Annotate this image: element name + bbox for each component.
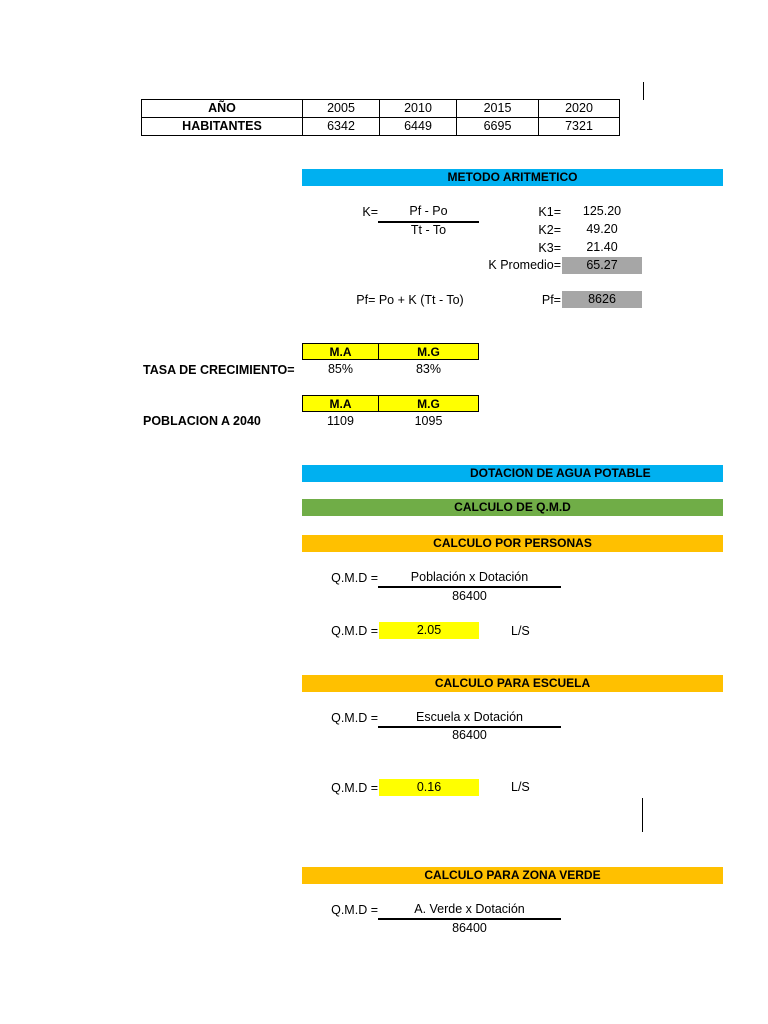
tasa-mg-header: M.G — [378, 343, 479, 360]
poblacion-ma-value: 1109 — [327, 414, 354, 428]
dotacion-header — [302, 465, 723, 482]
calculo-escuela-header: CALCULO PARA ESCUELA — [302, 675, 723, 692]
calculo-qmd-header: CALCULO DE Q.M.D — [302, 499, 723, 516]
table-cell: 6342 — [303, 118, 380, 136]
k2-value: 49.20 — [586, 222, 618, 236]
k1-label: K1= — [538, 205, 561, 219]
year-header: AÑO — [142, 100, 303, 118]
tasa-mg-value: 83% — [415, 362, 442, 376]
k-denominator: Tt - To — [410, 223, 447, 237]
metodo-aritmetico-header: METODO ARITMETICO — [302, 169, 723, 186]
personas-qmd-value: 2.05 — [379, 622, 479, 639]
table-row — [142, 118, 620, 136]
table-row — [142, 100, 620, 118]
calculo-zona-verde-header: CALCULO PARA ZONA VERDE — [302, 867, 723, 884]
population-table — [141, 99, 620, 136]
k3-label: K3= — [538, 241, 561, 255]
fraction-line — [378, 918, 561, 920]
escuela-numerator: Escuela x Dotación — [415, 710, 523, 724]
poblacion-mg-value: 1095 — [414, 414, 443, 428]
table-cell: 7321 — [539, 118, 620, 136]
table-cell: 2020 — [539, 100, 620, 118]
tasa-label: TASA DE CRECIMIENTO= — [143, 363, 295, 377]
k-label: K= — [362, 205, 378, 219]
poblacion-label: POBLACION A 2040 — [143, 414, 261, 428]
dotacion-title: DOTACION DE AGUA POTABLE — [470, 466, 651, 480]
escuela-denominator: 86400 — [452, 728, 487, 742]
k-numerator: Pf - Po — [409, 204, 448, 218]
table-cell: 2005 — [303, 100, 380, 118]
tasa-ma-value: 85% — [327, 362, 354, 376]
k1-value: 125.20 — [582, 204, 622, 218]
escuela-qmd-value: 0.16 — [379, 779, 479, 796]
table-cell: 2010 — [380, 100, 457, 118]
pf-label: Pf= — [541, 293, 561, 307]
qmd-label: Q.M.D = — [331, 571, 378, 585]
table-cell: 6695 — [457, 118, 539, 136]
table-cell: 2015 — [457, 100, 539, 118]
poblacion-ma-header: M.A — [302, 395, 379, 412]
k-promedio-value: 65.27 — [562, 257, 642, 274]
zona-verde-numerator: A. Verde x Dotación — [414, 902, 525, 916]
cell-border-line — [643, 82, 644, 100]
qmd-result-label: Q.M.D = — [331, 781, 378, 795]
qmd-result-label: Q.M.D = — [331, 624, 378, 638]
unit-label: L/S — [511, 780, 530, 794]
fraction-line — [378, 586, 561, 588]
qmd-label: Q.M.D = — [331, 903, 378, 917]
poblacion-mg-header: M.G — [378, 395, 479, 412]
calculo-personas-header: CALCULO POR PERSONAS — [302, 535, 723, 552]
zona-verde-denominator: 86400 — [452, 921, 487, 935]
habitants-header: HABITANTES — [142, 118, 303, 136]
unit-label: L/S — [511, 624, 530, 638]
tasa-ma-header: M.A — [302, 343, 379, 360]
k-promedio-label: K Promedio= — [488, 258, 561, 272]
table-cell: 6449 — [380, 118, 457, 136]
cell-border-line — [642, 798, 643, 832]
k3-value: 21.40 — [586, 240, 618, 254]
pf-formula: Pf= Po + K (Tt - To) — [356, 293, 464, 307]
pf-value: 8626 — [562, 291, 642, 308]
personas-denominator: 86400 — [452, 589, 487, 603]
k2-label: K2= — [538, 223, 561, 237]
qmd-label: Q.M.D = — [331, 711, 378, 725]
personas-numerator: Población x Dotación — [410, 570, 529, 584]
